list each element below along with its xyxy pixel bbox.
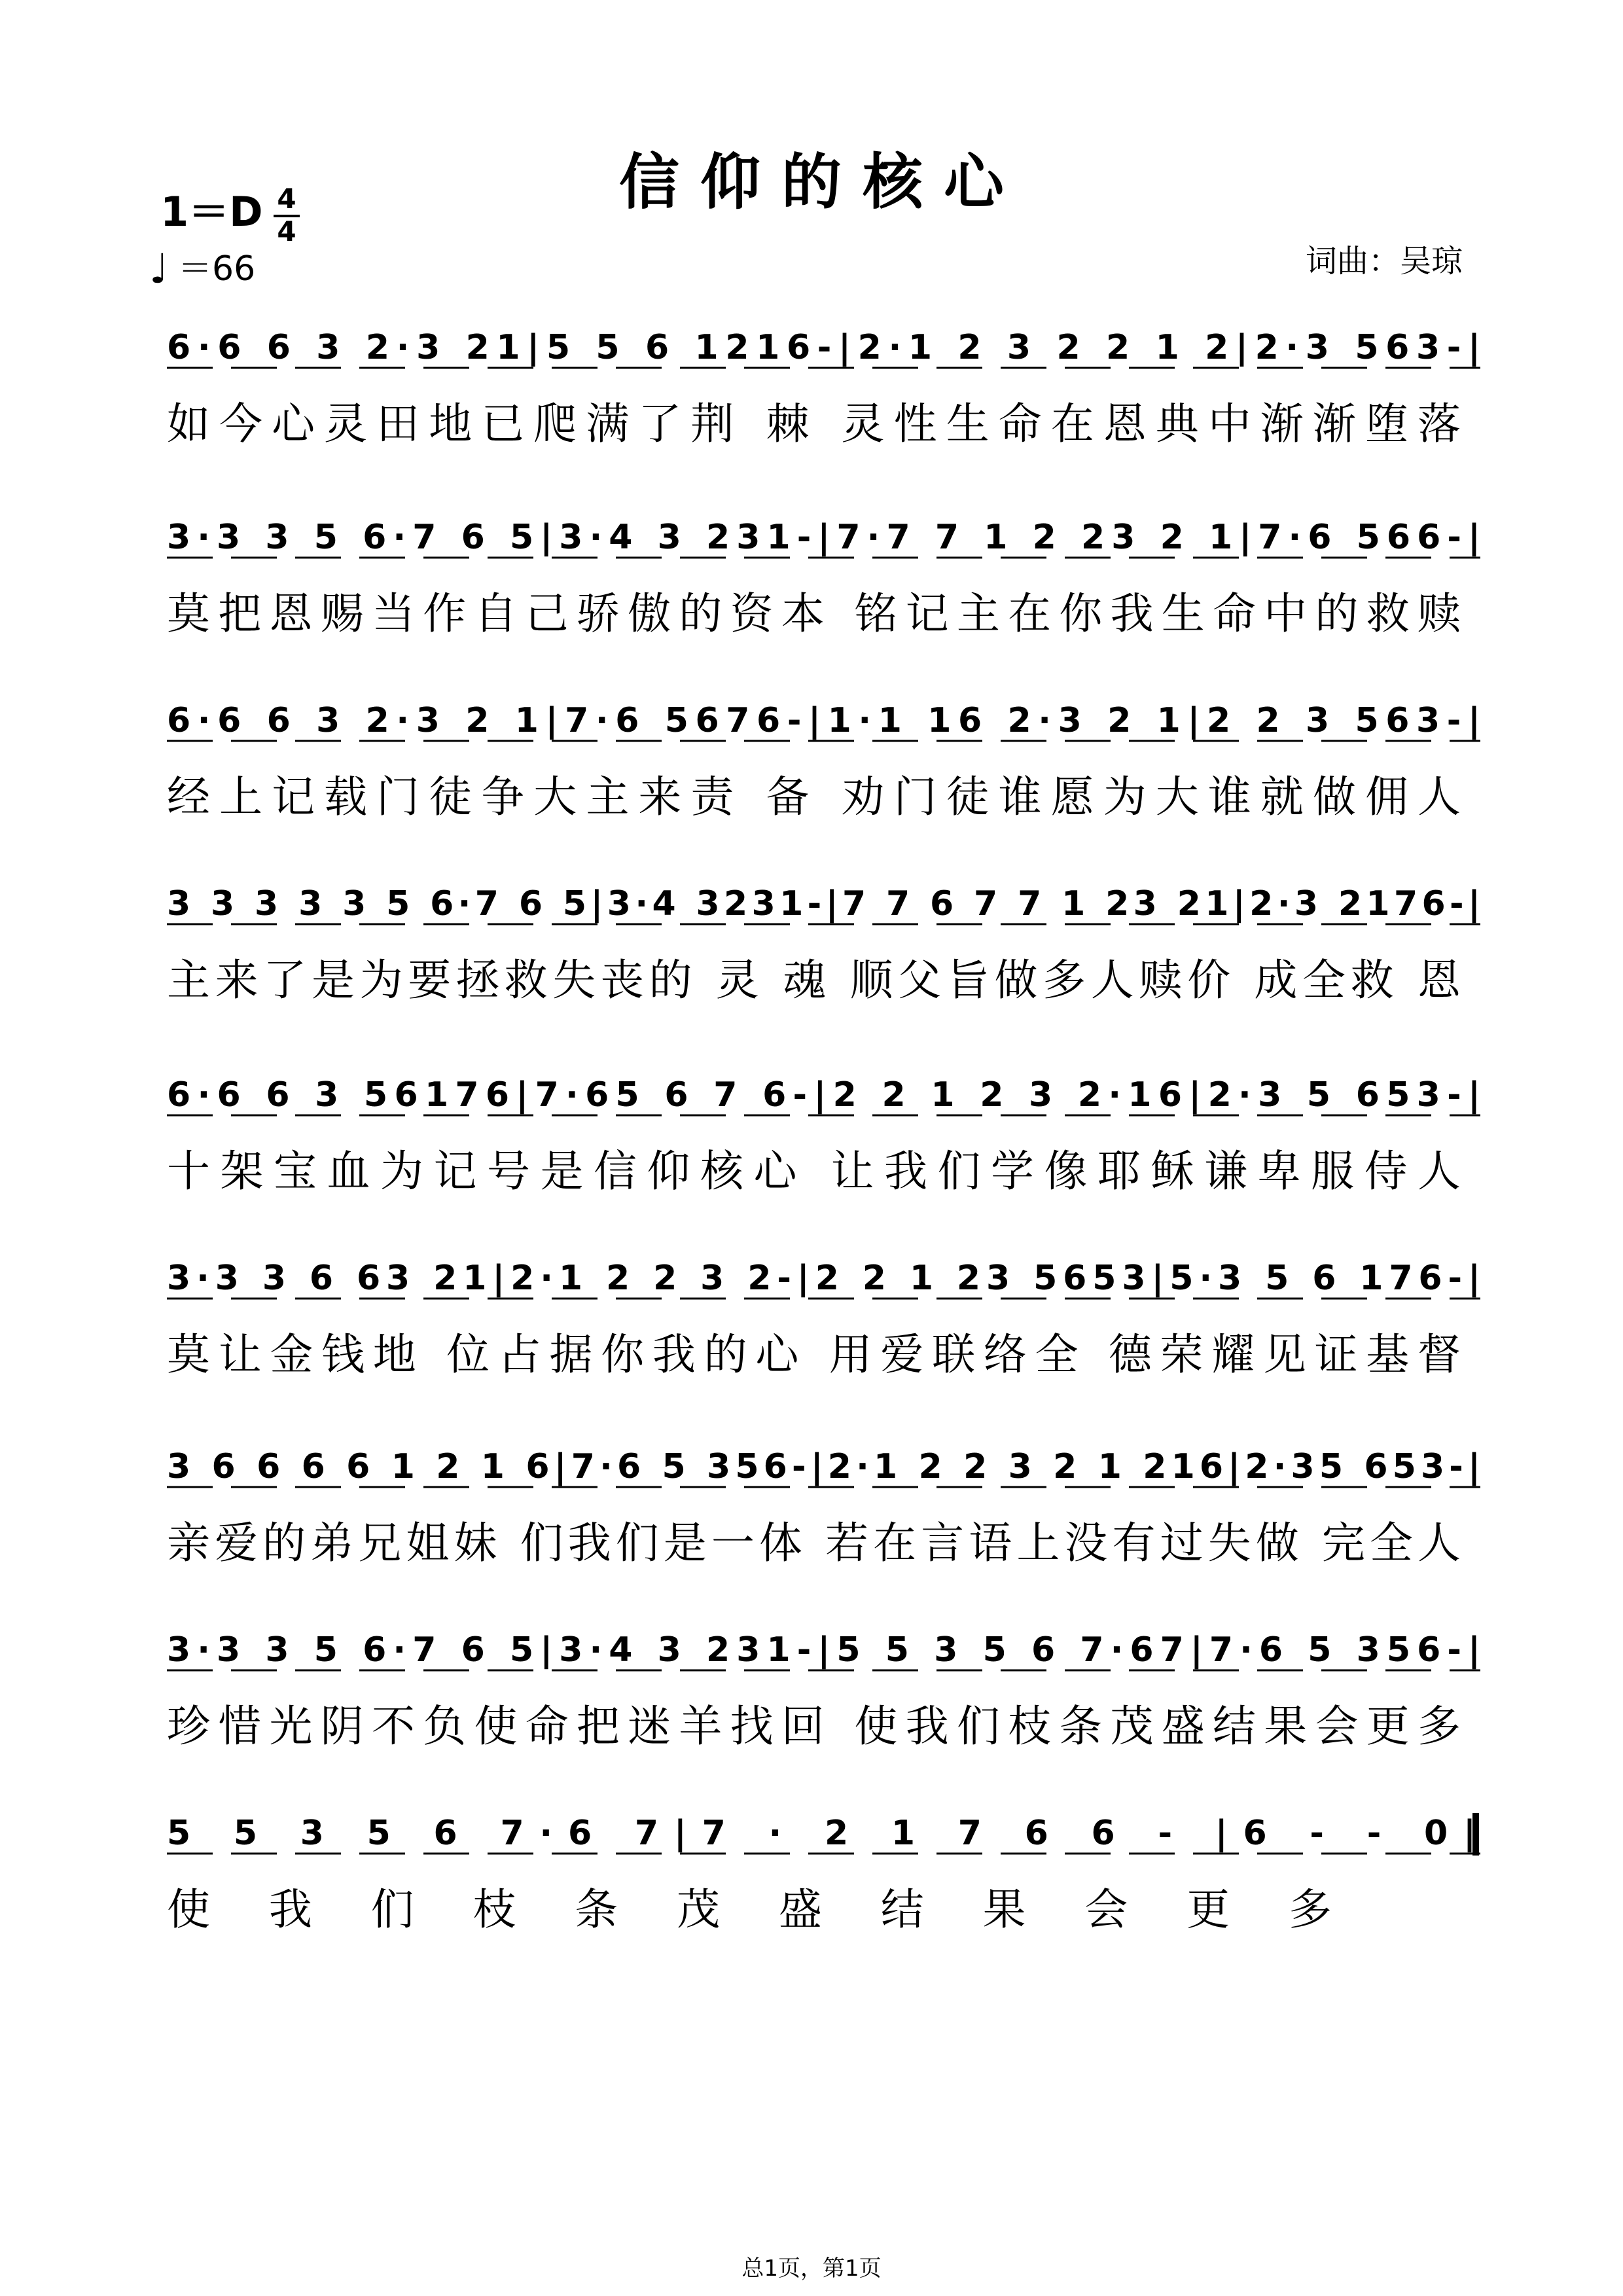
quarter-note-icon: ♩	[149, 245, 169, 293]
time-signature-bottom: 4	[277, 215, 296, 247]
credits: 词曲：吴琼	[1305, 243, 1463, 279]
notation-row: 6·6 6 3 2·3 21|5 5 6 1216-|2·1 2 3 2 2 1 2|2·3 563-|	[167, 328, 1480, 367]
lyric-row: 莫让金钱地 位占据你我的心 用爱联络全 德荣耀见证基督	[167, 1329, 1461, 1380]
song-title: 信 仰 的 核 心	[618, 147, 1005, 217]
lyric-rows	[167, 399, 1461, 1935]
notation-row: 3·3 3 6 63 21|2·1 2 2 3 2-|2 2 1 23 5653|5·3 5 6 176-|	[167, 1259, 1480, 1298]
notation-rows	[167, 328, 1480, 1856]
notation-row: 3·3 3 5 6·7 6 5|3·4 3 231-|7·7 7 1 2 23 2 1|7·6 566-|	[167, 518, 1480, 557]
lyric-row: 主来了是为要拯救失丧的 灵 魂 顺父旨做多人赎价 成全救 恩	[167, 955, 1461, 1005]
lyric-row: 如今心灵田地已爬满了荆 棘 灵性生命在恩典中渐渐堕落	[167, 399, 1461, 449]
lyric-row: 莫把恩赐当作自己骄傲的资本 铭记主在你我生命中的救赎	[167, 588, 1461, 639]
lyric-row: 亲爱的弟兄姐妹 们我们是一体 若在言语上没有过失做 完全人	[167, 1518, 1461, 1568]
notation-row: 3 6 6 6 6 1 2 1 6|7·6 5 356-|2·1 2 2 3 2 1 216|2·35 653-|	[167, 1447, 1481, 1486]
time-signature-top: 4	[277, 183, 296, 215]
notation-row: 5 5 3 5 6 7·6 7|7 · 2 1 7 6 6 - |6 - - 0‖	[167, 1814, 1481, 1853]
notation-row: 6·6 6 3 56176|7·65 6 7 6-|2 2 1 2 3 2·16|2·3 5 653-|	[167, 1075, 1480, 1115]
tempo-value: ＝66	[178, 249, 256, 289]
page-footer: 总1页，第1页	[741, 2255, 882, 2282]
lyric-row: 珍惜光阴不负使命把迷羊找回 使我们枝条茂盛结果会更多	[167, 1701, 1461, 1751]
lyric-row: 经上记载门徒争大主来责 备 劝门徒谁愿为大谁就做佣人	[167, 772, 1461, 822]
lyric-row: 十架宝血为记号是信仰核心 让我们学像耶稣谦卑服侍人	[167, 1146, 1461, 1196]
notation-row: 6·6 6 3 2·3 2 1|7·6 5676-|1·1 16 2·3 2 1|2 2 3 563-|	[167, 701, 1480, 740]
key-signature: 1＝D	[160, 188, 263, 236]
notation-row: 3 3 3 3 3 5 6·7 6 5|3·4 3231-|7 7 6 7 7 1 23 21|2·3 2176-|	[167, 884, 1481, 924]
lyric-row: 使 我 们 枝 条 茂 盛 结 果 会 更 多	[167, 1884, 1332, 1935]
notation-row: 3·3 3 5 6·7 6 5|3·4 3 231-|5 5 3 5 6 7·67|7·6 5 356-|	[167, 1630, 1480, 1670]
